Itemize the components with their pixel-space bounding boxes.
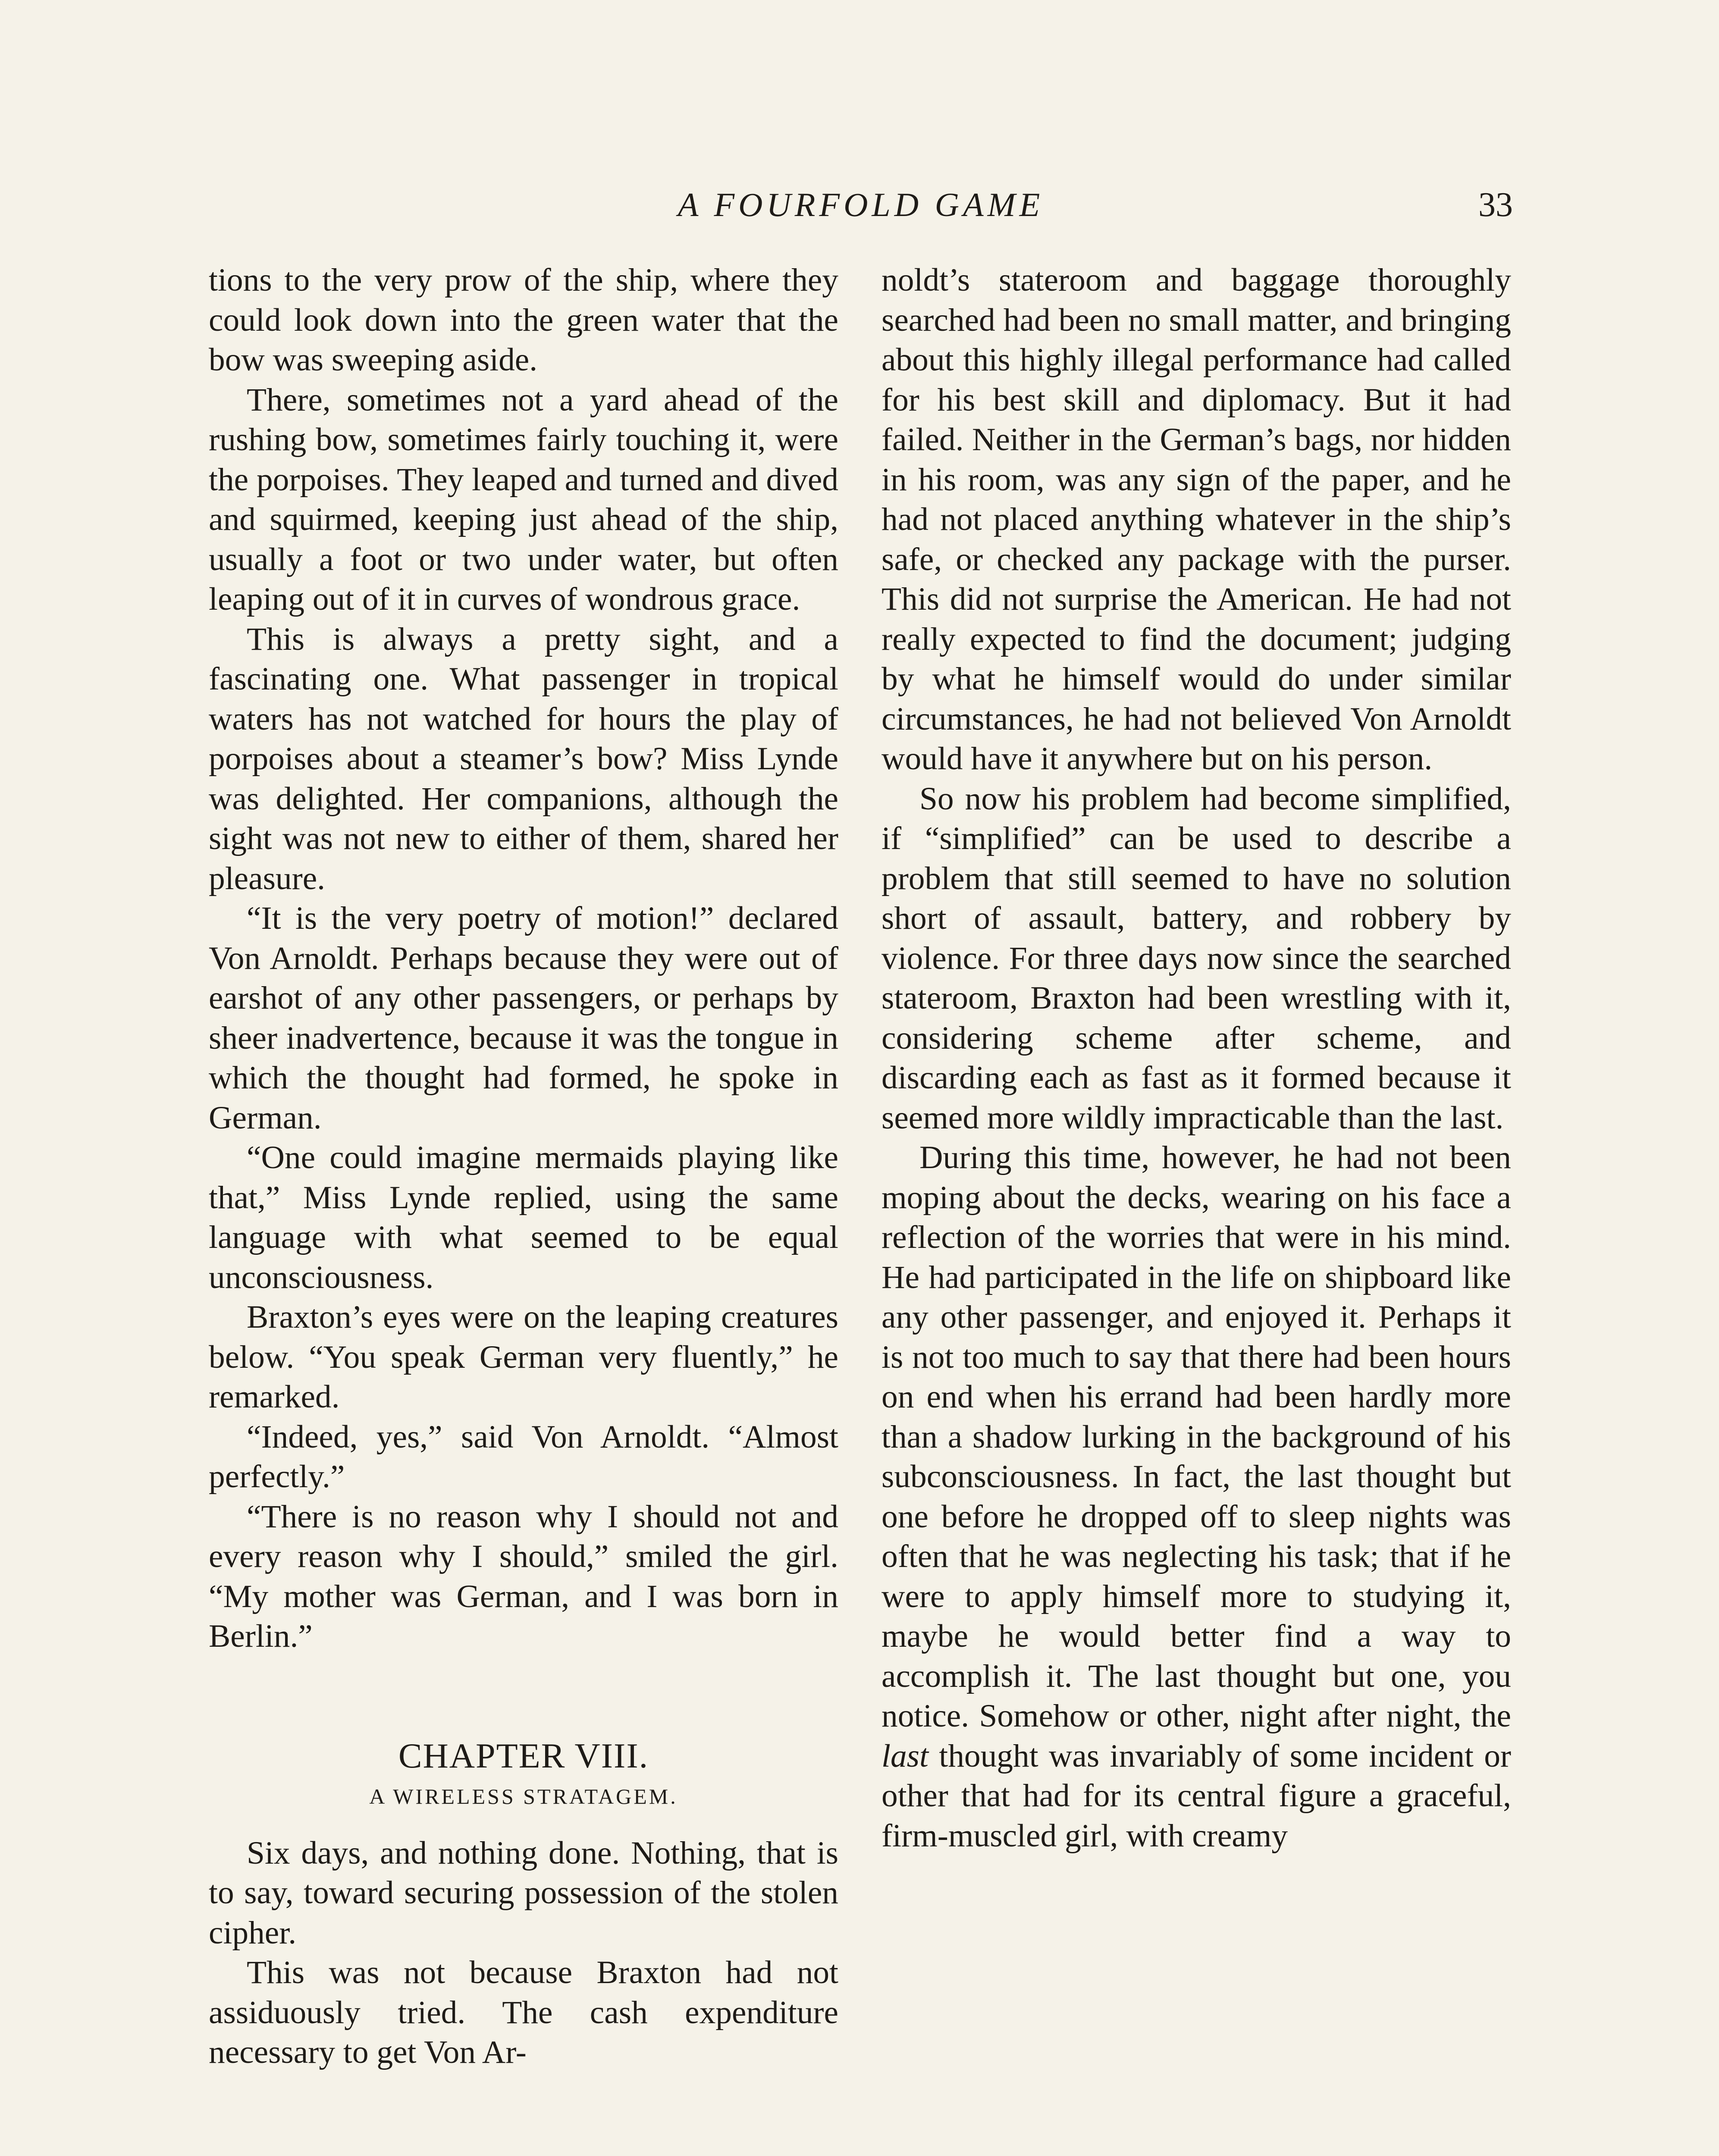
page-number: 33 (1478, 186, 1513, 224)
emphasis-text: last (881, 1738, 929, 1774)
paragraph: “It is the very poetry of motion!” declared Von Arnoldt. Perhaps because they were out of earshot of any other passengers, or perhaps by sheer inadvertence, because it was the tongue in which the thought had formed, he spoke in German. (209, 900, 838, 1136)
right-column (881, 260, 1511, 1856)
left-column (209, 260, 838, 2073)
paragraph: So now his problem had become simplified, if “simplified” can be used to describe a problem that still seemed to have no solution short of assault, battery, and robbery by violence. For three days now since the searched stateroom, Braxton had been wrestling with it, considering scheme after scheme, and discarding each as fast as it formed because it seemed more wildly impracticable than the last. (881, 780, 1511, 1136)
paragraph: There, sometimes not a yard ahead of the rushing bow, sometimes fairly touching it, were the porpoises. They leaped and turned and dived and squirmed, keeping just ahead of the ship, usually a foot or two under water, but often leaping out of it in curves of wondrous grace. (209, 382, 838, 617)
paragraph: This is always a pretty sight, and a fascinating one. What passenger in tropical waters has not watched for hours the play of porpoises about a steamer’s bow? Miss Lynde was delighted. Her companions, although the sight was not new to either of them, shared her pleasure. (209, 621, 838, 896)
paragraph: “There is no reason why I should not and every reason why I should,” smiled the girl. “My mother was German, and I was born in Berlin.” (209, 1498, 838, 1654)
chapter-subtitle: A WIRELESS STRATAGEM. (369, 1784, 678, 1808)
paragraph: Braxton’s eyes were on the leaping creatures below. “You speak German very fluently,” he remarked. (209, 1299, 838, 1415)
paragraph: Six days, and nothing done. Nothing, that is to say, toward securing possession of the stolen cipher. (209, 1835, 838, 1951)
paragraph: “One could imagine mermaids playing like that,” Miss Lynde replied, using the same language with what seemed to be equal unconsciousness. (209, 1140, 838, 1295)
chapter-heading: CHAPTER VIII. (398, 1736, 649, 1775)
running-title: A FOURFOLD GAME (678, 186, 1044, 223)
running-head (209, 177, 1513, 233)
paragraph-text: During this time, however, he had not been moping about the decks, wearing on his face a reflection of the worries that were in his mind. He had participated in the life on shipboard like any other passenger, and enjoyed it. Perhaps it is not too much to say that there had been hours on end when his errand had been hardly more than a shadow lurking in the background of his subconsciousness. In fact, the last thought but one before he dropped off to sleep nights was often that he was neglecting his task; that if he were to apply himself more to studying it, maybe he would better find a way to accomplish it. The last thought but one, you notice. Somehow or other, night after night, the (881, 1140, 1511, 1734)
paragraph (881, 1138, 1511, 1856)
paragraph: tions to the very prow of the ship, where they could look down into the green water that the bow was sweeping aside. (209, 262, 838, 378)
paragraph: noldt’s stateroom and baggage thoroughly searched had been no small matter, and bringing about this highly illegal performance had called for his best skill and diplomacy. But it had failed. Neither in the German’s bags, nor hidden in his room, was any sign of the paper, and he had not placed anything whatever in the ship’s safe, or checked any package with the purser. This did not surprise the American. He had not really expected to find the document; judging by what he himself would do under similar circumstances, he had not believed Von Arnoldt would have it anywhere but on his person. (881, 262, 1511, 777)
paragraph-text: thought was invariably of some incident or other that had for its central figure a graceful, firm-muscled girl, with creamy (881, 1738, 1512, 1854)
paragraph: “Indeed, yes,” said Von Arnoldt. “Almost perfectly.” (209, 1419, 838, 1495)
paragraph: This was not because Braxton had not assiduously tried. The cash expenditure necessary to get Von Ar- (209, 1955, 838, 2070)
